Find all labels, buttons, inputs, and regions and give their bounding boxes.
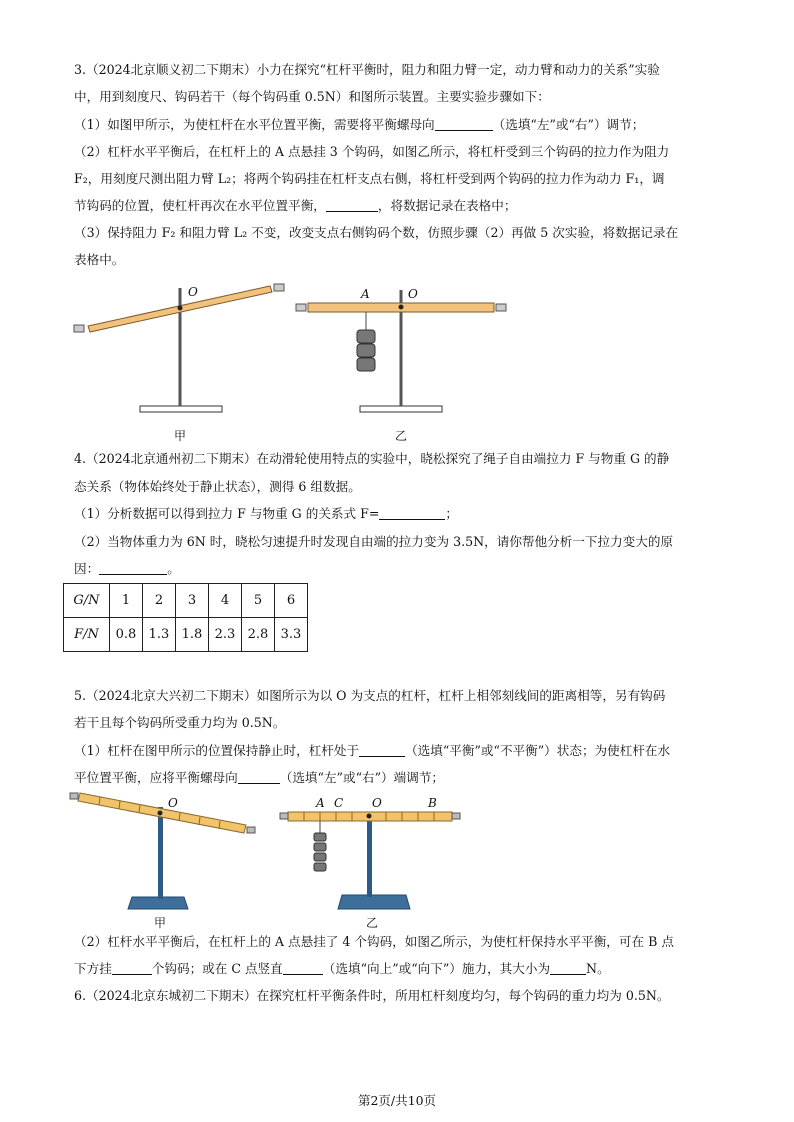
q5-line-4 xyxy=(74,770,444,786)
q3-line-3 xyxy=(74,117,644,133)
q5-line-5: （2）杠杆水平平衡后，在杠杆上的 A 点悬挂了 4 个钩码，如图乙所示，为使杠杆保持水平平衡，可在 B 点 xyxy=(74,934,674,949)
q5-part1b-text: 平位置平衡，应将平衡螺母向 xyxy=(74,770,238,785)
table-cell: 1 xyxy=(110,584,143,618)
q3-step2-text: 节钩码的位置，使杠杆再次在水平位置平衡， xyxy=(74,198,326,213)
q5-answer-blank-4[interactable] xyxy=(283,962,323,975)
label-c: C xyxy=(334,796,344,810)
balance-nut-icon xyxy=(452,813,460,819)
label-o: O xyxy=(168,796,178,810)
table-header-cell: F/N xyxy=(64,618,110,652)
label-o: O xyxy=(408,287,418,301)
q5-line-2: 若干且每个钩码所受重力均为 0.5N。 xyxy=(74,715,286,730)
table-cell: 2 xyxy=(143,584,176,618)
table-row xyxy=(64,618,308,652)
fig-caption-yi: 乙 xyxy=(395,429,408,443)
q3-figure xyxy=(70,278,530,448)
stand-rod xyxy=(367,817,372,897)
stand-rod xyxy=(158,807,163,899)
q5-part1-hint: （选填“平衡”或“不平衡”）状态；为使杠杆在水 xyxy=(405,743,671,758)
label-o: O xyxy=(188,285,198,299)
table-cell: 2.8 xyxy=(242,618,275,652)
table-cell: 5 xyxy=(242,584,275,618)
q3-line-8: 表格中。 xyxy=(74,252,125,267)
q3-answer-blank-2[interactable] xyxy=(326,199,378,212)
q3-lever-jia xyxy=(74,284,284,443)
table-cell: 1.3 xyxy=(143,618,176,652)
q5-lever-jia xyxy=(70,793,255,930)
page-footer: 第2页/共10页 xyxy=(357,1093,437,1108)
pivot-dot xyxy=(178,306,183,311)
q6-line-1: 6.（2024北京东城初二下期末）在探究杠杆平衡条件时，所用杠杆刻度均匀，每个钩码的重力均为 0.5N。 xyxy=(74,988,670,1003)
q3-step2-end: ，将数据记录在表格中； xyxy=(377,198,517,213)
q5-part1-text: （1）杠杆在图甲所示的位置保持静止时，杠杆处于 xyxy=(74,743,360,758)
balance-nut-icon xyxy=(70,793,78,799)
q4-line-3 xyxy=(74,506,458,522)
q5-part1b-hint: （选填“左”或“右”）端调节； xyxy=(279,770,445,785)
label-o: O xyxy=(372,796,382,810)
table-cell: 0.8 xyxy=(110,618,143,652)
table-cell: 3 xyxy=(176,584,209,618)
q3-line-5: F₂，用刻度尺测出阻力臂 L₂；将两个钩码挂在杠杆支点右侧，将杠杆受到两个钩码的拉力作为动力 F₁，调 xyxy=(74,171,665,186)
fig-caption-yi: 乙 xyxy=(366,916,379,930)
pivot-dot xyxy=(158,811,163,816)
label-b: B xyxy=(428,796,437,810)
q4-part2-end: 。 xyxy=(167,561,180,576)
q4-answer-blank-1[interactable] xyxy=(379,507,445,520)
balance-nut-icon xyxy=(496,304,506,311)
q4-part1-end: ； xyxy=(445,506,458,521)
q5-answer-blank-3[interactable] xyxy=(112,962,152,975)
pivot-dot xyxy=(399,305,404,310)
q5-part2-mid: 个钩码；或在 C 点竖直 xyxy=(151,961,283,976)
stand-base xyxy=(360,406,442,412)
fig-caption-jia: 甲 xyxy=(154,916,167,930)
q5-lever-yi xyxy=(280,796,460,930)
q4-line-4: （2）当物体重力为 6N 时，晓松匀速提升时发现自由端的拉力变为 3.5N，请你帮他分析一下拉力变大的原 xyxy=(74,534,674,549)
q5-part2-hint: （选填“向上”或“向下”）施力，其大小为 xyxy=(322,961,551,976)
q5-line-1: 5.（2024北京大兴初二下期末）如图所示为以 O 为支点的杠杆，杠杆上相邻刻线间的距离相等，另有钩码 xyxy=(74,688,666,703)
q3-answer-blank-1[interactable] xyxy=(435,118,493,131)
table-cell: 6 xyxy=(275,584,308,618)
q4-line-2: 态关系（物体始终处于静止状态），测得 6 组数据。 xyxy=(74,479,361,494)
table-cell: 4 xyxy=(209,584,242,618)
q5-answer-blank-5[interactable] xyxy=(550,962,586,975)
q5-line-3 xyxy=(74,743,670,759)
q4-answer-blank-2[interactable] xyxy=(99,562,167,575)
q3-step1-text: （1）如图甲所示，为使杠杆在水平位置平衡，需要将平衡螺母向 xyxy=(74,117,435,132)
label-a: A xyxy=(361,287,370,301)
q5-part2-unit: N。 xyxy=(586,961,610,976)
q4-data-table xyxy=(63,583,308,652)
table-header-cell: G/N xyxy=(64,584,110,618)
weights-icon xyxy=(357,330,375,371)
q4-part2-text: 因： xyxy=(74,561,100,576)
fig-caption-jia: 甲 xyxy=(174,429,187,443)
weights-icon xyxy=(314,833,326,871)
stand-base xyxy=(338,895,410,909)
balance-nut-icon xyxy=(280,813,288,819)
table-cell: 2.3 xyxy=(209,618,242,652)
table-cell: 3.3 xyxy=(275,618,308,652)
pivot-dot xyxy=(367,814,372,819)
q5-answer-blank-2[interactable] xyxy=(238,771,280,784)
q3-line-6 xyxy=(74,198,516,214)
balance-nut-icon xyxy=(247,827,255,833)
q3-line-2: 中，用到刻度尺、钩码若干（每个钩码重 0.5N）和图所示装置。主要实验步骤如下： xyxy=(74,89,550,104)
q3-line-7: （3）保持阻力 F₂ 和阻力臂 L₂ 不变，改变支点右侧钩码个数，仿照步骤（2）再做 5 次实验，将数据记录在 xyxy=(74,225,679,240)
q4-line-1: 4.（2024北京通州初二下期末）在动滑轮使用特点的实验中，晓松探究了绳子自由端拉力 F 与物重 G 的静 xyxy=(74,451,670,466)
balance-nut-icon xyxy=(296,304,306,311)
stand-base xyxy=(140,406,222,412)
q4-line-5 xyxy=(74,561,180,577)
q3-line-1: 3.（2024北京顺义初二下期末）小力在探究“杠杆平衡时，阻力和阻力臂一定，动力臂和动力的关系”实验 xyxy=(74,62,660,77)
q5-part2-text: 下方挂 xyxy=(74,961,112,976)
label-a: A xyxy=(316,796,325,810)
table-cell: 1.8 xyxy=(176,618,209,652)
q3-lever-yi xyxy=(296,287,506,443)
q3-step1-hint: （选填“左”或“右”）调节； xyxy=(492,117,645,132)
q5-figure xyxy=(70,787,470,932)
q5-line-6 xyxy=(74,961,610,977)
q5-answer-blank-1[interactable] xyxy=(359,744,405,757)
q4-part1-text: （1）分析数据可以得到拉力 F 与物重 G 的关系式 F= xyxy=(74,506,380,521)
table-row xyxy=(64,584,308,618)
q3-line-4: （2）杠杆水平平衡后，在杠杆上的 A 点悬挂 3 个钩码，如图乙所示，将杠杆受到三个钩码的拉力作为阻力 xyxy=(74,144,670,159)
